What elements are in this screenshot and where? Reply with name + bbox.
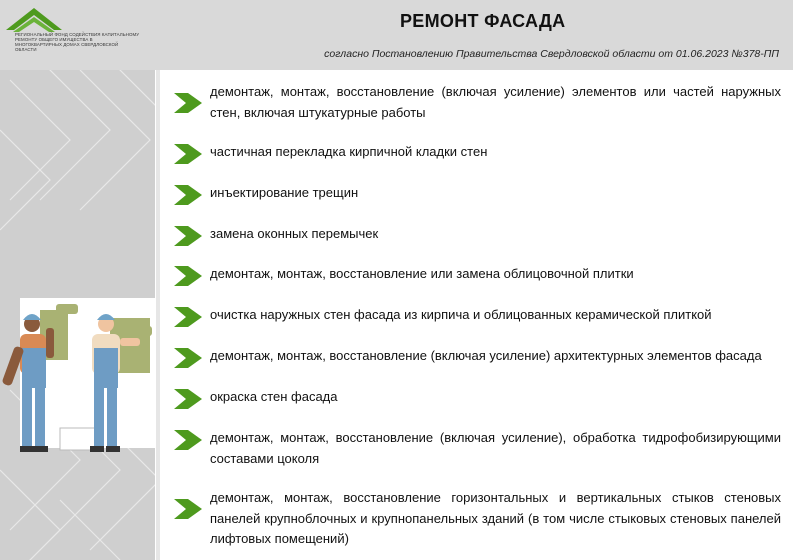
list-item-text: демонтаж, монтаж, восстановление (включая усиление) архитектурных элементов фасада (210, 348, 762, 363)
chevron-right-icon (174, 348, 202, 368)
list-item-text: демонтаж, монтаж, восстановление или замена облицовочной плитки (210, 266, 634, 281)
chevron-right-icon (174, 499, 202, 519)
chevron-right-icon (174, 389, 202, 409)
list-item-text: демонтаж, монтаж, восстановление (включая усиление) элементов или частей наружных стен, включая штукатурные работы (210, 84, 781, 120)
list-item-text: частичная перекладка кирпичной кладки стен (210, 144, 488, 159)
chevron-right-icon (174, 266, 202, 286)
chevron-right-icon (174, 307, 202, 327)
page-subtitle: согласно Постановлению Правительства Свердловской области от 01.06.2023 №378-ПП (324, 48, 779, 60)
chevron-right-icon (174, 226, 202, 246)
left-decorative-panel (0, 70, 155, 560)
chevron-right-icon (174, 93, 202, 113)
chevron-right-icon (174, 144, 202, 164)
chevron-right-icon (174, 430, 202, 450)
page-title: РЕМОНТ ФАСАДА (400, 11, 566, 31)
header (0, 0, 793, 70)
workers-illustration (0, 298, 155, 463)
chevron-right-icon (174, 185, 202, 205)
list-item-text: замена оконных перемычек (210, 226, 379, 241)
divider (156, 70, 160, 560)
list-item-text: очистка наружных стен фасада из кирпича и облицованных керамической плиткой (210, 307, 712, 322)
list-item-text: окраска стен фасада (210, 389, 338, 404)
list-item-text: демонтаж, монтаж, восстановление горизонтальных и вертикальных стыков стеновых панелей крупноблочных и крупнопанельных зданий (в том числе стыковых стеновых панелей лифтовых помещений) (210, 490, 781, 546)
list-item-text: инъектирование трещин (210, 185, 359, 200)
list-item-text: демонтаж, монтаж, восстановление (включая усиление), обработка тидрофобизирующими составами цоколя (210, 430, 781, 466)
logo-text: РЕГИОНАЛЬНЫЙ ФОНД СОДЕЙСТВИЯ КАПИТАЛЬНОМУ РЕМОНТУ ОБЩЕГО ИМУЩЕСТВА В МНОГОКВАРТИРНЫХ ДОМАХ СВЕРДЛОВСКОЙ ОБЛАСТИ (15, 32, 140, 52)
